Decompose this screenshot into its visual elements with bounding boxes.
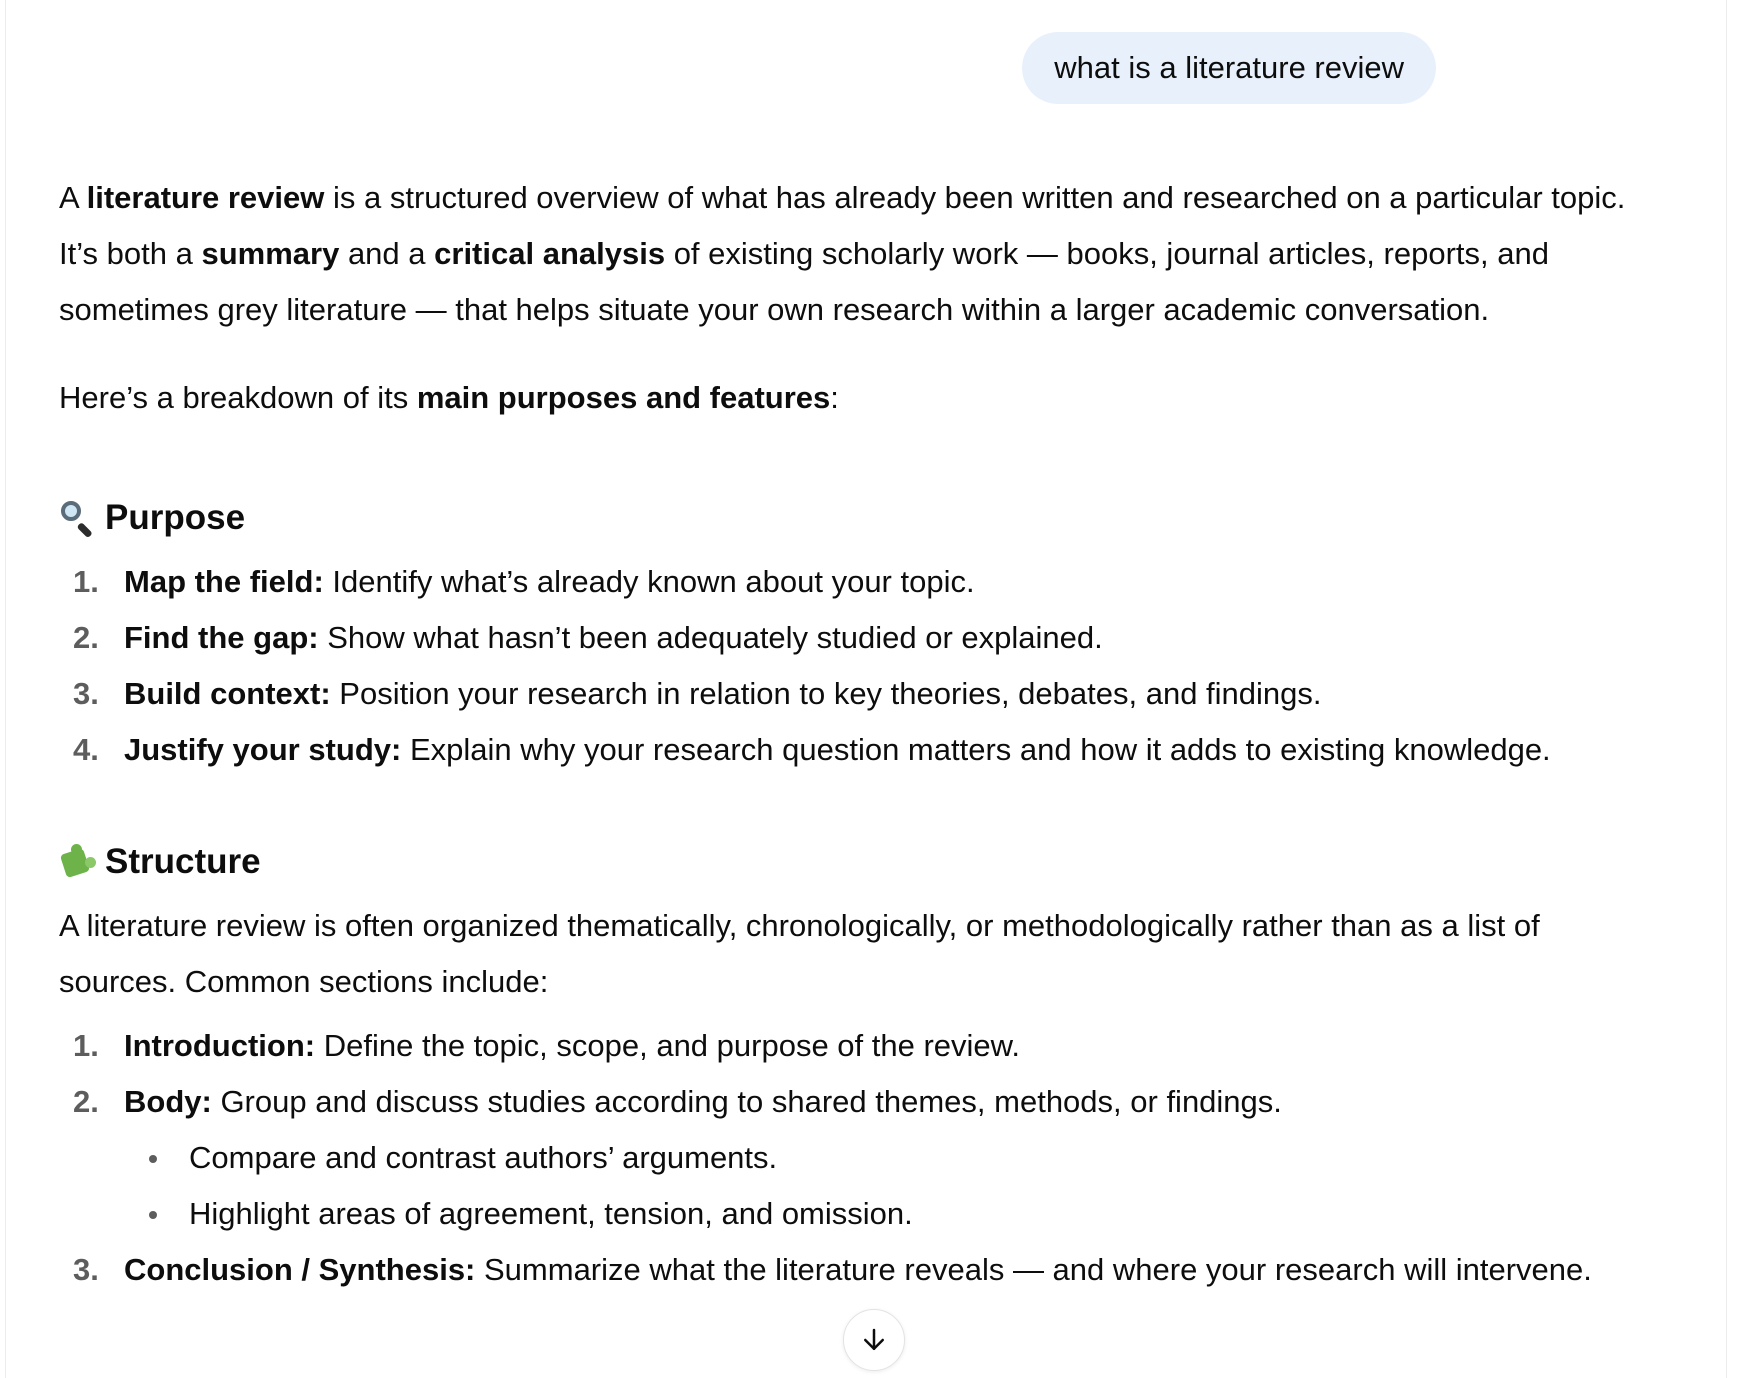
structure-paragraph: A literature review is often organized thematically, chronologically, or methodologically rather than as a list of sources. Common sections include: [59,908,1540,999]
list-item [59,1074,1659,1242]
list-number: 1. [73,1028,99,1063]
list-number: 3. [73,676,99,711]
list-item-label: Find the gap: [124,620,319,655]
structure-list [59,1018,1659,1298]
arrow-down-icon [859,1325,889,1355]
list-item [59,666,1659,722]
intro-text-2: is a structured overview of what has already been written and researched on a particular topic. It’s both a [59,180,1626,271]
magnifying-glass-icon [59,499,97,537]
breakdown-text-1: Here’s a breakdown of its [59,380,417,415]
user-message-text: what is a literature review [1054,50,1404,85]
intro-paragraph [59,170,1659,338]
intro-bold-summary: summary [201,236,340,271]
list-number: 4. [73,732,99,767]
purpose-heading [59,490,1659,546]
list-item [59,722,1659,778]
list-item-label: Build context: [124,676,331,711]
list-item-text: Position your research in relation to key theories, debates, and findings. [330,676,1322,711]
intro-text-1: A [59,180,87,215]
list-item [59,554,1659,610]
breakdown-paragraph [59,370,1659,426]
sub-list-item: Compare and contrast authors’ arguments. [124,1130,1659,1186]
list-item [59,610,1659,666]
purpose-heading-text: Purpose [105,498,246,537]
list-number: 1. [73,564,99,599]
list-item [59,1242,1659,1298]
intro-text-4: of existing scholarly work — books, journal articles, reports, and sometimes grey literature — that helps situate your own research within a larger academic conversation. [59,236,1549,327]
breakdown-text-2: : [830,380,839,415]
sub-list-item: Highlight areas of agreement, tension, and omission. [124,1186,1659,1242]
list-item-text: Identify what’s already known about your topic. [323,564,975,599]
intro-text-3: and a [339,236,435,271]
purpose-list [59,554,1659,778]
puzzle-piece-icon [59,843,97,881]
list-item-label: Introduction: [124,1028,316,1063]
list-item-label: Justify your study: [124,732,402,767]
list-item-text: Group and discuss studies according to shared themes, methods, or findings. [211,1084,1282,1119]
chat-panel [5,0,1727,1378]
sub-list [124,1130,1659,1242]
intro-bold-critical-analysis: critical analysis [434,236,666,271]
list-item-label: Map the field: [124,564,324,599]
list-item-label: Body: [124,1084,212,1119]
user-message-bubble [1022,32,1436,104]
scroll-to-bottom-button[interactable] [843,1309,905,1371]
list-item-text: Show what hasn’t been adequately studied or explained. [318,620,1103,655]
list-number: 2. [73,1084,99,1119]
list-item-text: Define the topic, scope, and purpose of the review. [315,1028,1020,1063]
list-item-text: Explain why your research question matters and how it adds to existing knowledge. [401,732,1551,767]
intro-bold-literature-review: literature review [86,180,325,215]
list-item [59,1018,1659,1074]
structure-heading-text: Structure [105,842,261,881]
structure-heading [59,834,1659,890]
list-item-label: Conclusion / Synthesis: [124,1252,476,1287]
list-number: 2. [73,620,99,655]
breakdown-bold: main purposes and features [416,380,831,415]
assistant-response [59,170,1659,1298]
list-item-text: Summarize what the literature reveals — and where your research will intervene. [475,1252,1592,1287]
list-number: 3. [73,1252,99,1287]
